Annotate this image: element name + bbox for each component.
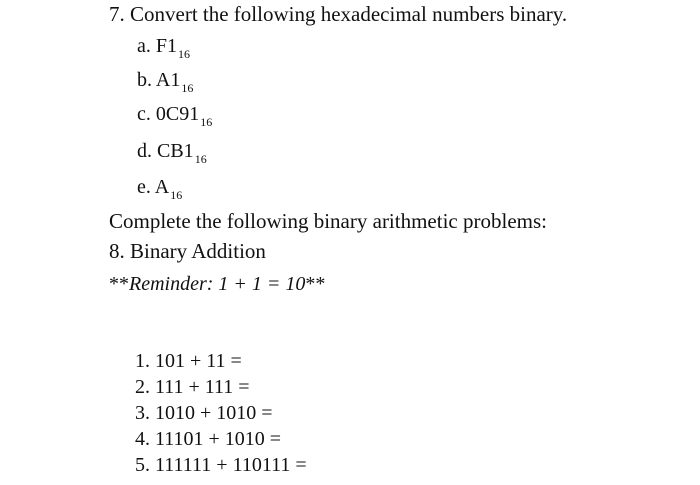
hex-item-e <box>137 176 183 202</box>
hex-item-c-label: c. 0C91 <box>137 103 200 125</box>
instructions-text: Complete the following binary arithmetic problems: <box>109 209 547 233</box>
hex-item-c <box>137 103 213 129</box>
addition-problem-1: 1. 101 + 11 = <box>135 350 242 372</box>
hex-item-b <box>137 69 194 95</box>
question-7-title: 7. Convert the following hexadecimal numbers binary. <box>109 2 568 26</box>
addition-problem-2: 2. 111 + 111 = <box>135 376 250 398</box>
addition-problem-5: 5. 111111 + 110111 = <box>135 454 307 476</box>
hex-item-c-base: 16 <box>200 115 213 129</box>
addition-problem-4: 4. 11101 + 1010 = <box>135 428 282 450</box>
hex-item-d-label: d. CB1 <box>137 140 194 162</box>
hex-item-d-base: 16 <box>194 152 207 166</box>
reminder-italic: Reminder: 1 + 1 = 10 <box>129 273 306 295</box>
hex-item-a-base: 16 <box>178 47 190 61</box>
question-8-title: 8. Binary Addition <box>109 239 266 263</box>
hex-item-d <box>137 140 207 166</box>
hex-item-a <box>137 35 190 61</box>
reminder-prefix: ** <box>109 273 129 295</box>
hex-item-a-label: a. F1 <box>137 35 177 57</box>
addition-problem-3: 3. 1010 + 1010 = <box>135 402 273 424</box>
reminder-suffix: ** <box>305 273 326 295</box>
hex-item-b-label: b. A1 <box>137 69 181 91</box>
hex-item-e-base: 16 <box>170 188 183 202</box>
hex-item-e-label: e. A <box>137 176 170 198</box>
hex-item-b-base: 16 <box>181 81 194 95</box>
reminder-text <box>109 274 325 294</box>
